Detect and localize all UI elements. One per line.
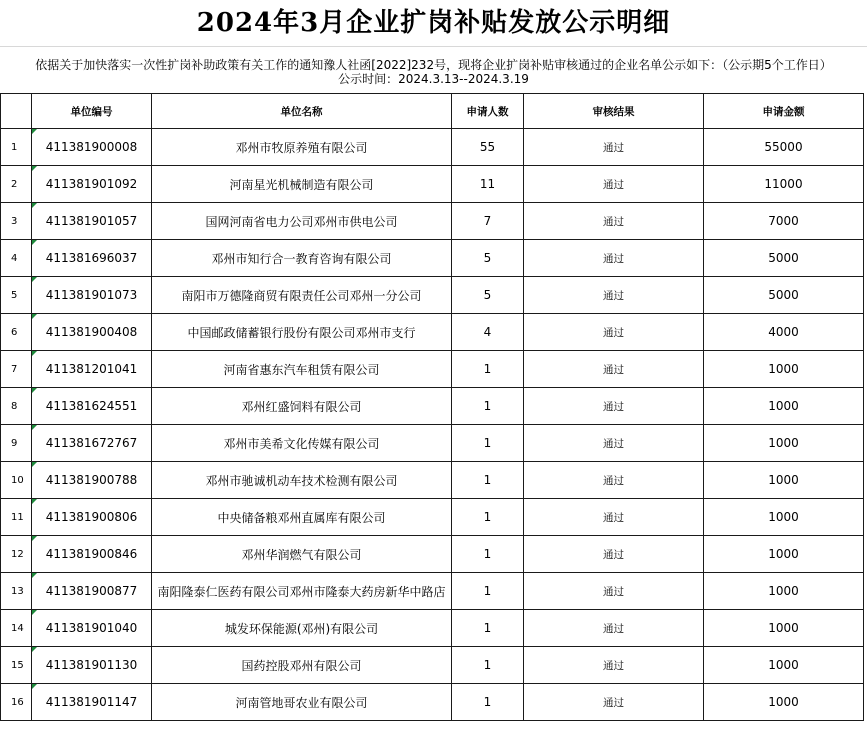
header-applicant-count[interactable]: 申请人数: [452, 94, 524, 129]
cell-unit-name[interactable]: 邓州华润燃气有限公司: [152, 536, 452, 573]
cell-review-result[interactable]: 通过: [524, 647, 704, 684]
cell-index[interactable]: 16: [1, 684, 32, 721]
table-row: [1, 647, 864, 684]
notice-line-policy: 依据关于加快落实一次性扩岗补助政策有关工作的通知豫人社函[2022]232号，现将企业扩岗补贴审核通过的企业名单公示如下：（公示期5个工作日）: [35, 58, 832, 72]
cell-unit-name[interactable]: 南阳市万德隆商贸有限责任公司邓州一分公司: [152, 277, 452, 314]
page-title: 2024年3月企业扩岗补贴发放公示明细: [0, 0, 867, 47]
cell-unit-code[interactable]: 411381901147: [32, 684, 152, 721]
table-row: [1, 499, 864, 536]
notice-line-period: 公示时间：2024.3.13--2024.3.19: [338, 72, 529, 86]
cell-index[interactable]: 8: [1, 388, 32, 425]
cell-index[interactable]: 12: [1, 536, 32, 573]
table-row: [1, 425, 864, 462]
cell-applicant-count[interactable]: 55: [452, 129, 524, 166]
cell-applicant-count[interactable]: 1: [452, 425, 524, 462]
cell-index[interactable]: 9: [1, 425, 32, 462]
cell-unit-code[interactable]: 411381900008: [32, 129, 152, 166]
table-row: [1, 684, 864, 721]
table-row: [1, 166, 864, 203]
header-unit-name[interactable]: 单位名称: [152, 94, 452, 129]
cell-amount[interactable]: 1000: [704, 351, 864, 388]
table-row: [1, 462, 864, 499]
cell-unit-code[interactable]: 411381901057: [32, 203, 152, 240]
cell-review-result[interactable]: 通过: [524, 573, 704, 610]
cell-review-result[interactable]: 通过: [524, 240, 704, 277]
table-row: [1, 573, 864, 610]
cell-amount[interactable]: 1000: [704, 573, 864, 610]
cell-amount[interactable]: 7000: [704, 203, 864, 240]
cell-review-result[interactable]: 通过: [524, 277, 704, 314]
cell-index[interactable]: 15: [1, 647, 32, 684]
table-header-row: [1, 94, 864, 129]
table-row: [1, 536, 864, 573]
cell-unit-code[interactable]: 411381901130: [32, 647, 152, 684]
cell-unit-code[interactable]: 411381696037: [32, 240, 152, 277]
cell-applicant-count[interactable]: 1: [452, 536, 524, 573]
cell-index[interactable]: 5: [1, 277, 32, 314]
cell-unit-name[interactable]: 邓州市美希文化传媒有限公司: [152, 425, 452, 462]
notice-text: [0, 47, 867, 93]
cell-unit-code[interactable]: 411381672767: [32, 425, 152, 462]
cell-applicant-count[interactable]: 7: [452, 203, 524, 240]
cell-amount[interactable]: 1000: [704, 425, 864, 462]
cell-applicant-count[interactable]: 11: [452, 166, 524, 203]
table-row: [1, 203, 864, 240]
table-row: [1, 277, 864, 314]
cell-amount[interactable]: 4000: [704, 314, 864, 351]
cell-index[interactable]: 4: [1, 240, 32, 277]
cell-review-result[interactable]: 通过: [524, 536, 704, 573]
cell-review-result[interactable]: 通过: [524, 129, 704, 166]
cell-unit-code[interactable]: 411381901073: [32, 277, 152, 314]
cell-index[interactable]: 6: [1, 314, 32, 351]
cell-index[interactable]: 3: [1, 203, 32, 240]
cell-index[interactable]: 7: [1, 351, 32, 388]
cell-review-result[interactable]: 通过: [524, 499, 704, 536]
cell-unit-code[interactable]: 411381900806: [32, 499, 152, 536]
header-review-result[interactable]: 审核结果: [524, 94, 704, 129]
cell-applicant-count[interactable]: 1: [452, 684, 524, 721]
cell-review-result[interactable]: 通过: [524, 462, 704, 499]
cell-applicant-count[interactable]: 5: [452, 277, 524, 314]
cell-index[interactable]: 11: [1, 499, 32, 536]
cell-index[interactable]: 14: [1, 610, 32, 647]
cell-amount[interactable]: 55000: [704, 129, 864, 166]
cell-index[interactable]: 2: [1, 166, 32, 203]
cell-unit-name[interactable]: 南阳隆泰仁医药有限公司邓州市隆泰大药房新华中路店: [152, 573, 452, 610]
cell-amount[interactable]: 1000: [704, 536, 864, 573]
cell-index[interactable]: 10: [1, 462, 32, 499]
cell-unit-code[interactable]: 411381901092: [32, 166, 152, 203]
header-index[interactable]: [1, 94, 32, 129]
cell-applicant-count[interactable]: 1: [452, 462, 524, 499]
header-amount[interactable]: 申请金额: [704, 94, 864, 129]
table-row: [1, 351, 864, 388]
table-row: [1, 610, 864, 647]
cell-unit-name[interactable]: 国网河南省电力公司邓州市供电公司: [152, 203, 452, 240]
cell-review-result[interactable]: 通过: [524, 684, 704, 721]
cell-amount[interactable]: 1000: [704, 388, 864, 425]
cell-unit-name[interactable]: 中央储备粮邓州直属库有限公司: [152, 499, 452, 536]
cell-unit-code[interactable]: 411381900846: [32, 536, 152, 573]
cell-applicant-count[interactable]: 1: [452, 610, 524, 647]
cell-index[interactable]: 13: [1, 573, 32, 610]
cell-review-result[interactable]: 通过: [524, 166, 704, 203]
cell-unit-name[interactable]: 邓州红盛饲料有限公司: [152, 388, 452, 425]
cell-unit-code[interactable]: 411381900408: [32, 314, 152, 351]
cell-review-result[interactable]: 通过: [524, 351, 704, 388]
cell-unit-name[interactable]: 河南省惠东汽车租赁有限公司: [152, 351, 452, 388]
cell-unit-name[interactable]: 中国邮政储蓄银行股份有限公司邓州市支行: [152, 314, 452, 351]
cell-unit-name[interactable]: 城发环保能源(邓州)有限公司: [152, 610, 452, 647]
cell-index[interactable]: 1: [1, 129, 32, 166]
cell-unit-name[interactable]: 邓州市驰诚机动车技术检测有限公司: [152, 462, 452, 499]
cell-amount[interactable]: 1000: [704, 499, 864, 536]
cell-unit-name[interactable]: 河南星光机械制造有限公司: [152, 166, 452, 203]
cell-amount[interactable]: 5000: [704, 240, 864, 277]
cell-applicant-count[interactable]: 1: [452, 499, 524, 536]
cell-review-result[interactable]: 通过: [524, 610, 704, 647]
cell-applicant-count[interactable]: 1: [452, 573, 524, 610]
cell-amount[interactable]: 5000: [704, 277, 864, 314]
cell-unit-name[interactable]: 河南管地哥农业有限公司: [152, 684, 452, 721]
cell-applicant-count[interactable]: 1: [452, 647, 524, 684]
cell-unit-code[interactable]: 411381201041: [32, 351, 152, 388]
cell-amount[interactable]: 1000: [704, 647, 864, 684]
cell-applicant-count[interactable]: 1: [452, 351, 524, 388]
cell-amount[interactable]: 11000: [704, 166, 864, 203]
cell-amount[interactable]: 1000: [704, 610, 864, 647]
cell-unit-code[interactable]: 411381624551: [32, 388, 152, 425]
cell-applicant-count[interactable]: 4: [452, 314, 524, 351]
cell-review-result[interactable]: 通过: [524, 425, 704, 462]
table-row: [1, 388, 864, 425]
table-row: [1, 240, 864, 277]
header-unit-code[interactable]: 单位编号: [32, 94, 152, 129]
cell-unit-code[interactable]: 411381900788: [32, 462, 152, 499]
table-row: [1, 129, 864, 166]
cell-unit-name[interactable]: 国药控股邓州有限公司: [152, 647, 452, 684]
table-row: [1, 314, 864, 351]
cell-unit-name[interactable]: 邓州市牧原养殖有限公司: [152, 129, 452, 166]
cell-amount[interactable]: 1000: [704, 462, 864, 499]
cell-unit-code[interactable]: 411381901040: [32, 610, 152, 647]
cell-applicant-count[interactable]: 5: [452, 240, 524, 277]
cell-unit-code[interactable]: 411381900877: [32, 573, 152, 610]
cell-amount[interactable]: 1000: [704, 684, 864, 721]
cell-applicant-count[interactable]: 1: [452, 388, 524, 425]
cell-review-result[interactable]: 通过: [524, 314, 704, 351]
cell-unit-name[interactable]: 邓州市知行合一教育咨询有限公司: [152, 240, 452, 277]
cell-review-result[interactable]: 通过: [524, 203, 704, 240]
cell-review-result[interactable]: 通过: [524, 388, 704, 425]
subsidy-table: [0, 93, 864, 721]
